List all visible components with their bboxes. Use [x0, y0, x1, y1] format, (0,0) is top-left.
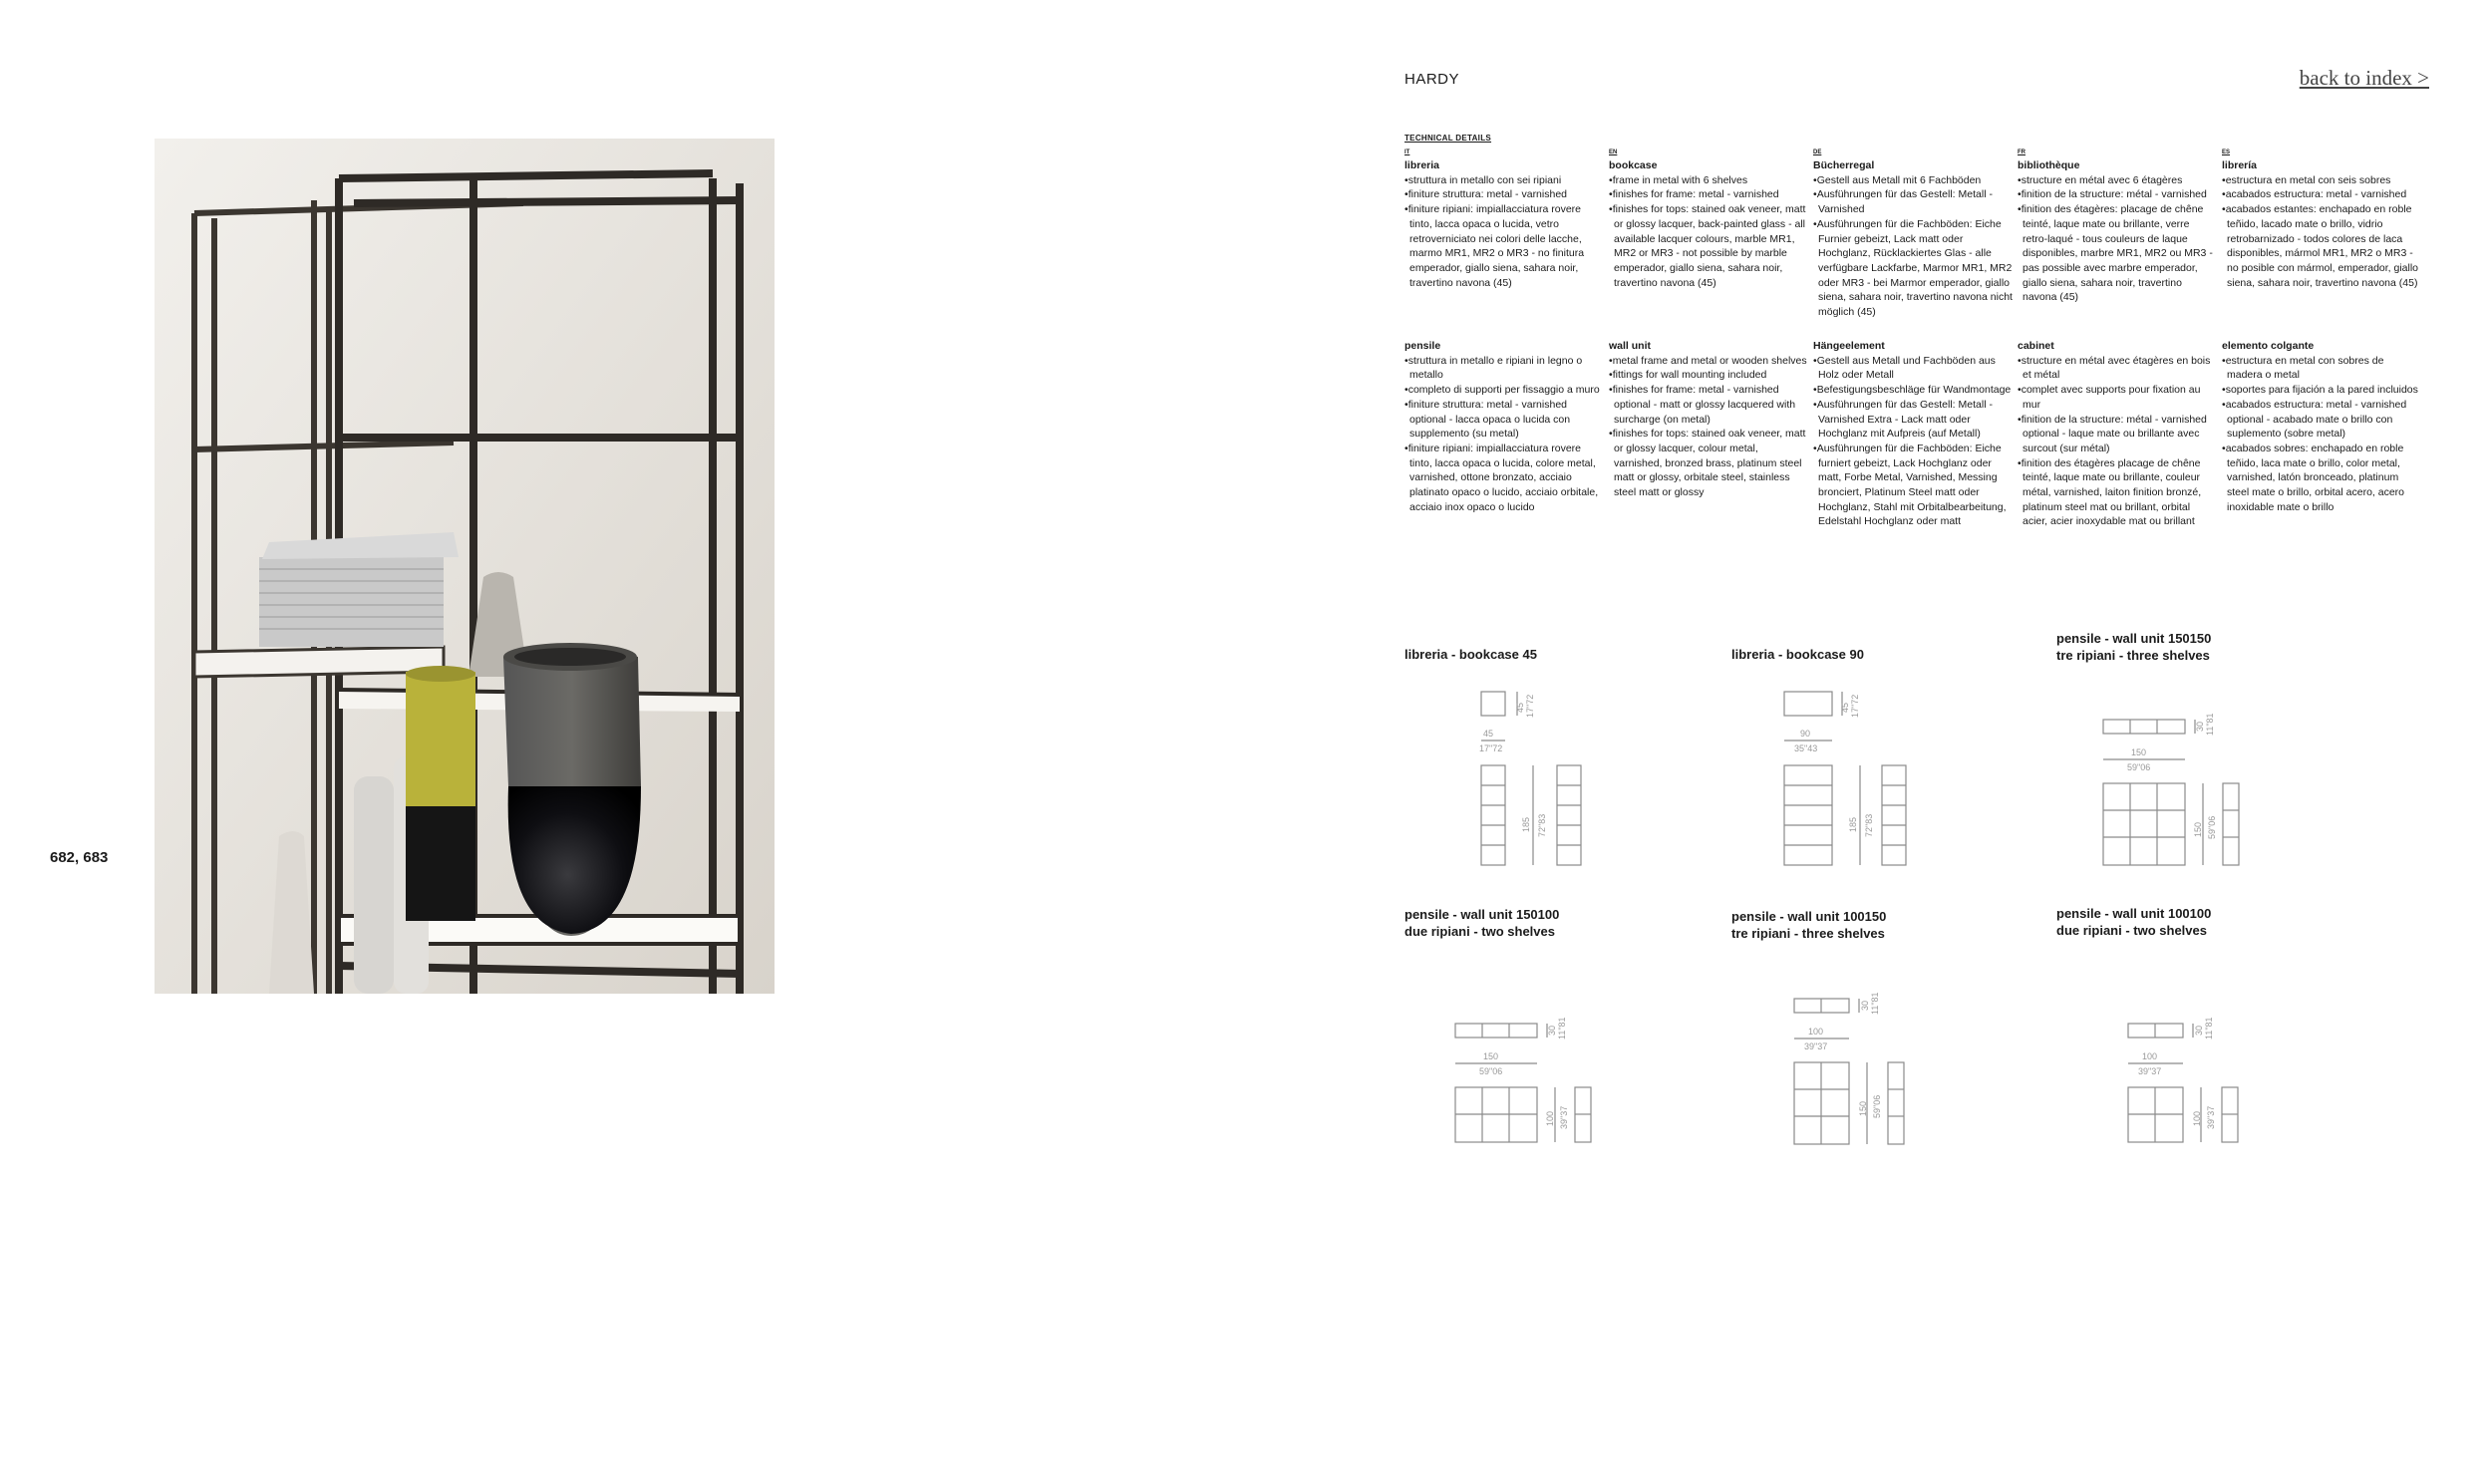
lang-column-es	[2222, 149, 2421, 513]
spec-item: • struttura in metallo con sei ripiani	[1404, 173, 1604, 188]
spec-item: • Gestell aus Metall und Fachböden aus Holz oder Metall	[1813, 354, 2013, 383]
dim-label: 100	[2192, 1110, 2202, 1126]
bookcase-title: Bücherregal	[1813, 159, 1875, 171]
spec-item: • Ausführungen für das Gestell: Metall - Varnished	[1813, 187, 2013, 216]
spec-item: • completo di supporti per fissaggio a muro	[1404, 383, 1604, 398]
spec-item: • complet avec supports pour fixation au mur	[2018, 383, 2217, 412]
drawing-wall-unit-100100	[2118, 1012, 2288, 1151]
spec-item: • finishes for frame: metal - varnished	[1609, 187, 1808, 202]
dim-label: 30	[1547, 1025, 1557, 1036]
lang-column-de	[1813, 149, 2013, 528]
dim-label: 17"72	[1850, 694, 1860, 718]
spec-item: • finishes for frame: metal - varnished optional - matt or glossy lacquered with surcharge (on metal)	[1609, 383, 1808, 427]
dim-label: 100	[2142, 1051, 2158, 1061]
wall-unit-title: cabinet	[2018, 340, 2054, 352]
spec-item: • struttura in metallo e ripiani in legno o metallo	[1404, 354, 1604, 383]
dim-label: 11"81	[1557, 1017, 1567, 1039]
back-to-index-link[interactable]: back to index >	[2299, 66, 2429, 90]
spec-item: • Ausführungen für die Fachböden: Eiche Furnier gebeizt, Lack matt oder Hochglanz, Rücklackiertes Glas - alle verfügbare Lackfarbe, Marmor MR1, MR2 oder MR3 - bei Marmor emperador, giallo siena, sahara noir, travertino navona nicht möglich (45)	[1813, 217, 2013, 320]
dim-label: 59"06	[2127, 762, 2151, 772]
dim-label: 72"83	[1537, 813, 1547, 837]
dim-label: 45	[1483, 729, 1494, 739]
lang-code: ES	[2222, 149, 2231, 155]
spec-item: • finishes for tops: stained oak veneer, matt or glossy lacquer, back-painted glass - all available lacquer colours, marble MR1, MR2 or MR3 - not possible by marble emperador, giallo siena, sahara noir, travertino navona (45)	[1609, 202, 1808, 290]
dim-label: 30	[2195, 721, 2205, 732]
dim-label: 11"81	[2205, 713, 2215, 736]
spec-item: • finition de la structure: métal - varnished	[2018, 187, 2217, 202]
spec-item: • acabados estantes: enchapado en roble teñido, lacado mate o brillo, vidrio retrobarnizado - todos colores de laca disponibles, mármol MR1, MR2 o MR3 - no posible con mármol, emperador, giallo siena, sahara noir, travertino navona (45)	[2222, 202, 2421, 290]
product-photo	[155, 139, 775, 994]
dim-label: 59"06	[1872, 1094, 1882, 1118]
spec-item: • finition des étagères: placage de chêne teinté, laque mate ou brillante, verre retro-laqué - tous couleurs de laque disponibles, marbre MR1, MR2 ou MR3 - pas possible avec marbre emperador, giallo siena, sahara noir, travertino navona (45)	[2018, 202, 2217, 305]
dim-label: 45	[1840, 702, 1850, 713]
lang-column-it	[1404, 149, 1604, 513]
dim-label: 150	[2131, 747, 2147, 757]
spec-item: • finition de la structure: métal - varnished optional - laque mate ou brillante avec surcout (sur métal)	[2018, 413, 2217, 456]
spec-item: • finition des étagères placage de chêne teinté, laque mate ou brillante, couleur métal, varnished, laiton finition bronzé, platinum steel mat ou brillant, orbital acier, acier inoxydable mat ou brillant	[2018, 456, 2217, 530]
wall-unit-title: Hängeelement	[1813, 340, 1885, 352]
dim-label: 185	[1848, 816, 1858, 832]
dim-label: 11"81	[1870, 992, 1880, 1015]
bookcase-title: libreria	[1404, 159, 1440, 171]
product-title: libreria - bookcase 90	[1731, 647, 1864, 662]
dim-label: 45	[1515, 702, 1525, 713]
drawing-wall-unit-150150	[2093, 708, 2273, 877]
dim-label: 90	[1800, 729, 1811, 739]
spec-item: • soportes para fijación a la pared incluidos	[2222, 383, 2421, 398]
spec-item: • structure en métal avec étagères en bois et métal	[2018, 354, 2217, 383]
product-title: pensile - wall unit 100150 tre ripiani - three shelves	[1731, 909, 1887, 941]
product-title: libreria - bookcase 45	[1404, 647, 1537, 662]
spec-item: • metal frame and metal or wooden shelves	[1609, 354, 1808, 369]
spec-item: • finiture ripiani: impiallacciatura rovere tinto, lacca opaca o lucida, colore metal, varnished, ottone bronzato, acciaio platinato opaco o lucido, acciaio orbitale, acciaio inox opaco o lucido	[1404, 442, 1604, 515]
spec-item: • finiture struttura: metal - varnished optional - lacca opaca o lucida con supplemento (su metal)	[1404, 398, 1604, 442]
dim-label: 30	[1860, 1000, 1870, 1011]
spec-item: • fittings for wall mounting included	[1609, 368, 1808, 383]
dim-label: 59"06	[2207, 815, 2217, 839]
spec-item: • Ausführungen für das Gestell: Metall - Varnished Extra - Lack matt oder Hochglanz mit Aufpreis (auf Metall)	[1813, 398, 2013, 442]
lang-code: FR	[2018, 149, 2025, 155]
technical-details-heading: TECHNICAL DETAILS	[1404, 134, 1492, 143]
drawing-wall-unit-100150	[1784, 987, 1954, 1156]
dim-label: 100	[1808, 1027, 1824, 1037]
dim-label: 150	[1858, 1100, 1868, 1116]
spec-item: • frame in metal with 6 shelves	[1609, 173, 1808, 188]
wall-unit-title: wall unit	[1609, 340, 1651, 352]
spec-item: • acabados estructura: metal - varnished optional - acabado mate o brillo con suplemento (sobre metal)	[2222, 398, 2421, 442]
spec-item: • structure en métal avec 6 étagères	[2018, 173, 2217, 188]
lang-code: DE	[1813, 149, 1822, 155]
dim-label: 100	[1545, 1110, 1555, 1126]
dim-label: 72"83	[1864, 813, 1874, 837]
dim-label: 17"72	[1479, 743, 1503, 753]
lang-column-fr	[2018, 149, 2217, 528]
bookcase-title: bibliothèque	[2018, 159, 2080, 171]
bookcase-title: librería	[2222, 159, 2258, 171]
dim-label: 185	[1521, 816, 1531, 832]
dim-label: 30	[2194, 1025, 2204, 1036]
spec-item: • estructura en metal con sobres de madera o metal	[2222, 354, 2421, 383]
dim-label: 39"37	[1559, 1105, 1569, 1129]
drawing-bookcase-45	[1465, 683, 1635, 872]
dim-label: 150	[2193, 821, 2203, 837]
dim-label: 11"81	[2204, 1017, 2214, 1039]
drawing-bookcase-90	[1774, 683, 1944, 872]
bookcase-title: bookcase	[1609, 159, 1658, 171]
wall-unit-title: pensile	[1404, 340, 1441, 352]
spec-item: • finiture ripiani: impiallacciatura rovere tinto, lacca opaca o lucida, vetro retroverniciato nei colori delle lacche, marmo MR1, MR2 o MR3 - no finitura emperador, giallo siena, sahara noir, travertino navona (45)	[1404, 202, 1604, 290]
wall-unit-title: elemento colgante	[2222, 340, 2315, 352]
dim-label: 150	[1483, 1051, 1499, 1061]
spec-item: • estructura en metal con seis sobres	[2222, 173, 2421, 188]
product-title: pensile - wall unit 100100 due ripiani - two shelves	[2056, 906, 2212, 938]
dim-label: 59"06	[1479, 1066, 1503, 1076]
dim-label: 39"37	[2138, 1066, 2162, 1076]
spec-item: • finishes for tops: stained oak veneer, matt or glossy lacquer, colour metal, varnished, bronzed brass, platinum steel matt or glossy, orbitale steel, stainless steel matt or glossy	[1609, 427, 1808, 500]
spec-item: • acabados sobres: enchapado en roble teñido, laca mate o brillo, color metal, varnished, latón bronceado, platinum steel mate o brillo, orbital acero, acero inoxidable mate o brillo	[2222, 442, 2421, 515]
spec-item: • acabados estructura: metal - varnished	[2222, 187, 2421, 202]
dim-label: 35"43	[1794, 743, 1818, 753]
lang-code: IT	[1404, 149, 1410, 155]
lang-column-en	[1609, 149, 1808, 499]
dim-label: 39"37	[1804, 1041, 1828, 1051]
brand-title: HARDY	[1404, 71, 1460, 88]
lang-code: EN	[1609, 149, 1618, 155]
spec-item: • Gestell aus Metall mit 6 Fachböden	[1813, 173, 2013, 188]
spec-item: • Befestigungsbeschläge für Wandmontage	[1813, 383, 2013, 398]
page-number: 682, 683	[50, 849, 109, 866]
dim-label: 39"37	[2206, 1105, 2216, 1129]
product-title: pensile - wall unit 150150 tre ripiani - three shelves	[2056, 631, 2212, 663]
spec-item: • finiture struttura: metal - varnished	[1404, 187, 1604, 202]
spec-item: • Ausführungen für die Fachböden: Eiche furniert gebeizt, Lack Hochglanz oder matt, Forbe Metal, Varnished, Messing bronciert, Platinum Steel matt oder Hochglanz, Stahl mit Orbitalbearbeitung, Edelstahl Hochglanz oder matt	[1813, 442, 2013, 529]
drawing-wall-unit-150100	[1445, 1012, 1625, 1151]
product-title: pensile - wall unit 150100 due ripiani - two shelves	[1404, 907, 1560, 939]
dim-label: 17"72	[1525, 694, 1535, 718]
